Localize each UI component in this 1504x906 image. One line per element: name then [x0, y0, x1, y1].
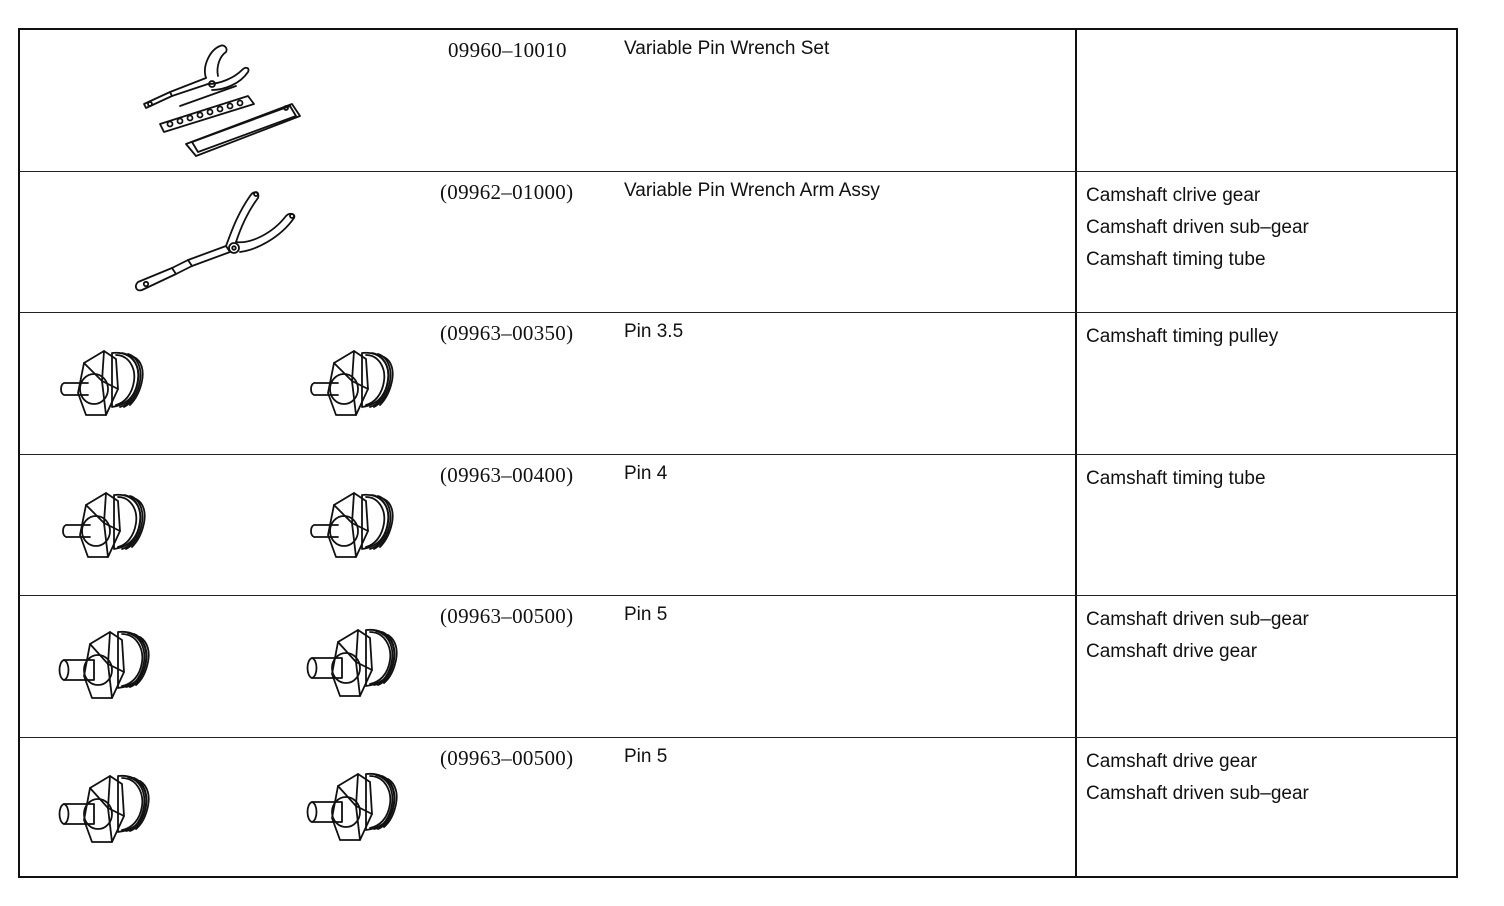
usage-list	[1086, 604, 1309, 668]
usage-item: Camshaft driven sub–gear	[1086, 609, 1309, 630]
part-number: (09963–00400)	[440, 462, 574, 487]
pin-icon	[56, 768, 166, 858]
pin-wrench-arm-icon	[132, 186, 312, 301]
pin-icon	[310, 345, 410, 429]
part-name: Pin 4	[624, 462, 668, 484]
pin-icon	[62, 487, 162, 571]
pin-icon	[304, 766, 414, 856]
pin-icon	[60, 345, 160, 429]
special-service-tools-table	[18, 28, 1458, 878]
table-row	[20, 172, 1456, 314]
usage-list	[1086, 746, 1309, 810]
usage-list	[1086, 463, 1266, 495]
table-row	[20, 455, 1456, 597]
part-name: Pin 5	[624, 745, 668, 767]
part-name: Variable Pin Wrench Set	[624, 38, 830, 59]
usage-item: Camshaft timing tube	[1086, 467, 1266, 489]
pin-wrench-set-icon	[140, 40, 310, 160]
usage-item: Camshaft driven sub–gear	[1086, 782, 1309, 804]
usage-list	[1086, 180, 1309, 276]
usage-item: Camshaft drive gear	[1086, 750, 1258, 772]
pin-icon	[310, 487, 410, 571]
pin-icon	[56, 624, 166, 714]
table-row	[20, 313, 1456, 455]
table-row	[20, 596, 1456, 738]
part-number: (09963–00500)	[440, 745, 574, 770]
usage-item: Camshaft timing tube	[1086, 248, 1266, 270]
usage-item: Camshaft clrive gear	[1086, 184, 1261, 206]
part-name: Pin 3.5	[624, 321, 684, 342]
usage-item: Camshaft drive gear	[1086, 641, 1258, 662]
part-number: 09960–10010	[448, 38, 567, 62]
part-name: Pin 5	[624, 604, 668, 625]
pin-icon	[304, 622, 414, 712]
usage-item: Camshaft timing pulley	[1086, 326, 1279, 347]
usage-item: Camshaft driven sub–gear	[1086, 216, 1309, 238]
part-number: (09963–00500)	[440, 604, 574, 628]
table-row	[20, 738, 1456, 880]
part-name: Variable Pin Wrench Arm Assy	[624, 179, 880, 201]
part-number: (09962–01000)	[440, 179, 574, 204]
table-row	[20, 30, 1456, 172]
usage-list	[1086, 321, 1278, 353]
part-number: (09963–00350)	[440, 321, 574, 345]
